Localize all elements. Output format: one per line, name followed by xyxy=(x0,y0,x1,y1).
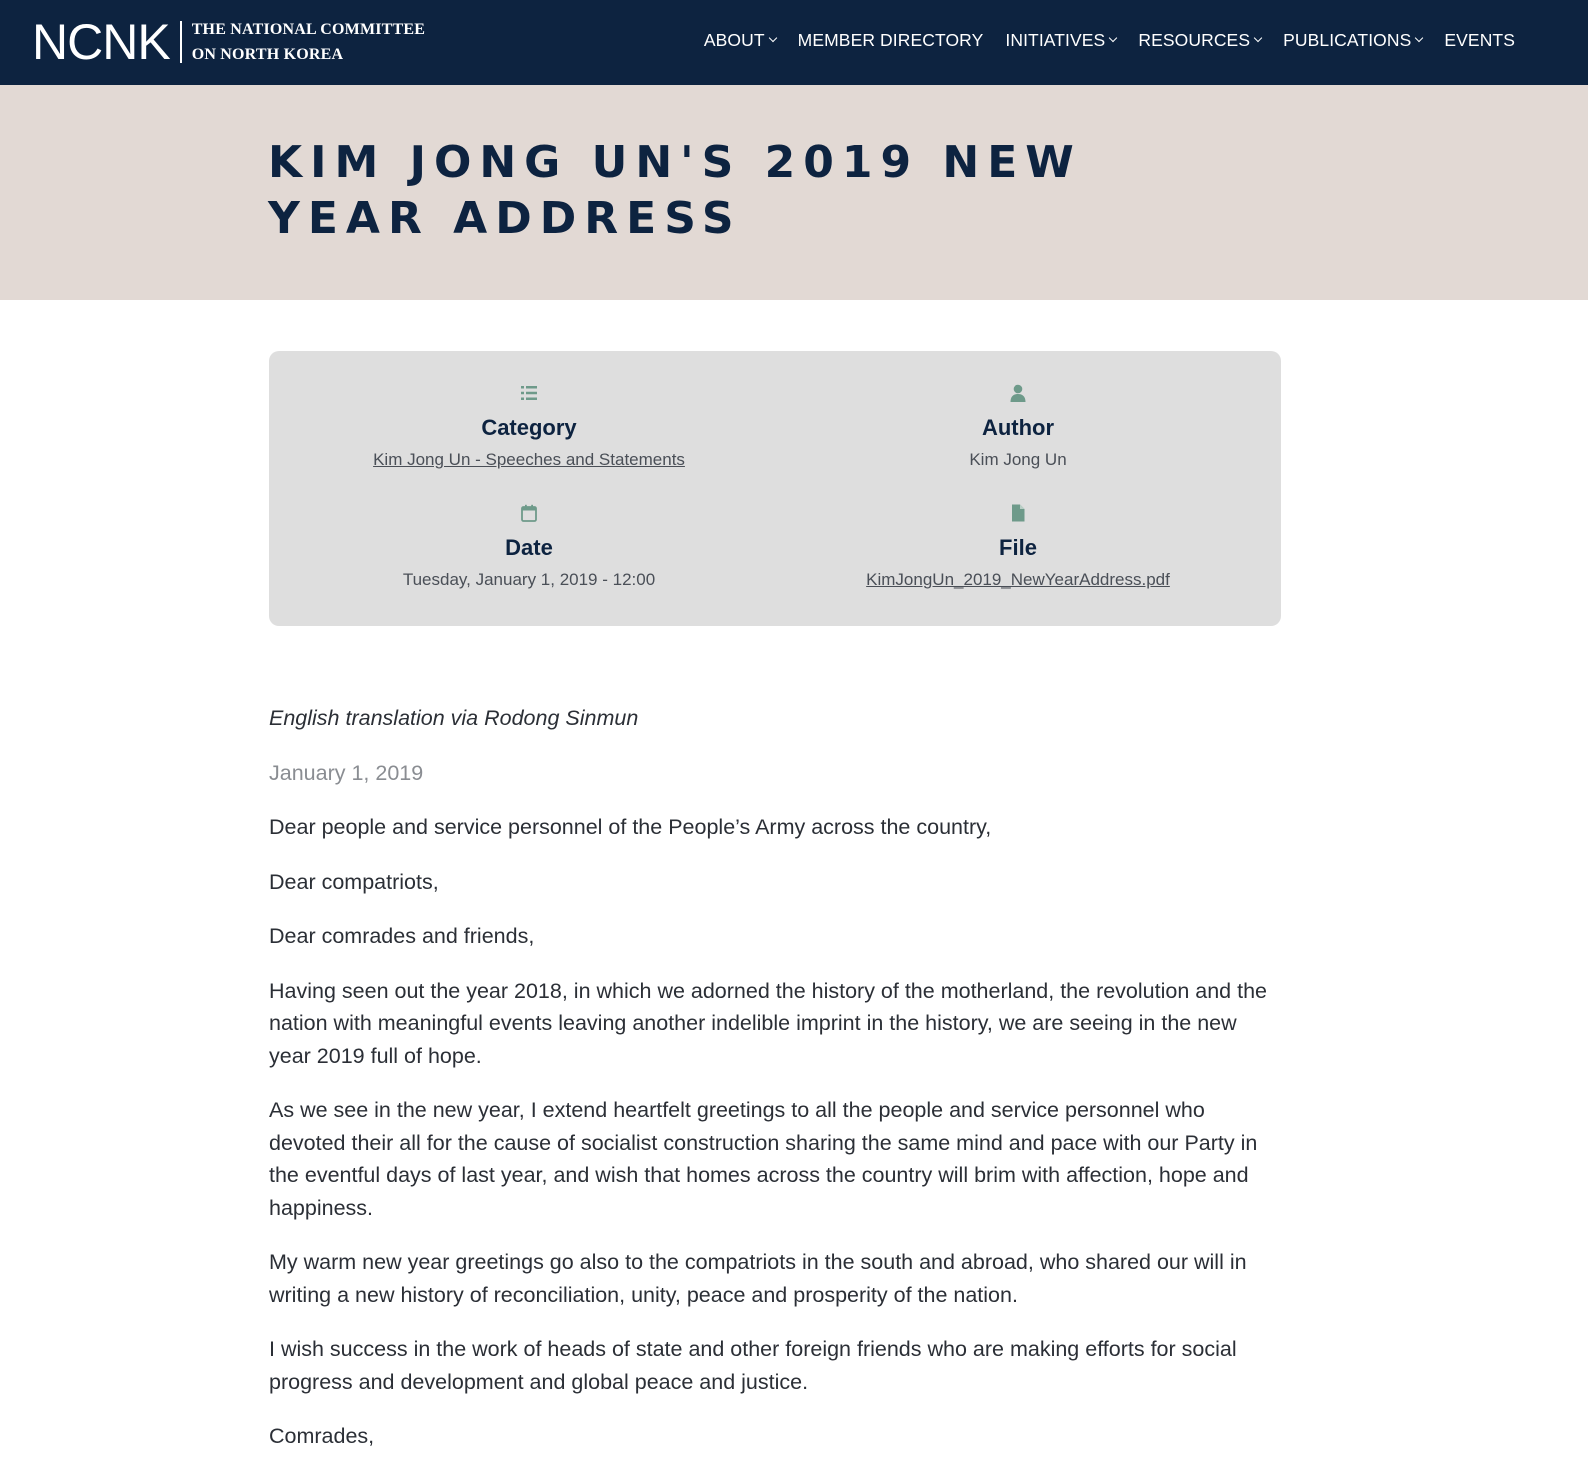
file-icon xyxy=(1008,503,1028,523)
article-paragraph: Having seen out the year 2018, in which we adorned the history of the motherland, the revolution and the nation with meaningful events leaving another indelible imprint in the history, we are seeing in the new year 2019 full of hope. xyxy=(269,978,1267,1068)
meta-date xyxy=(289,503,769,591)
nav-item-about[interactable] xyxy=(704,30,776,51)
logo-divider xyxy=(180,21,182,63)
page-hero xyxy=(0,85,1588,300)
meta-label-author: Author xyxy=(981,415,1055,440)
article-dateline: January 1, 2019 xyxy=(269,760,424,785)
document-meta-card xyxy=(269,351,1281,626)
nav-label: EVENTS xyxy=(1444,29,1515,50)
nav-label: RESOURCES xyxy=(1138,29,1251,50)
article-paragraph: Dear compatriots, xyxy=(269,869,439,894)
file-download-link[interactable]: KimJongUn_2019_NewYearAddress.pdf xyxy=(866,570,1170,589)
calendar-icon xyxy=(519,503,539,523)
meta-label-date: Date xyxy=(505,535,553,560)
list-icon xyxy=(519,383,539,403)
meta-file xyxy=(778,503,1258,591)
category-link[interactable]: Kim Jong Un - Speeches and Statements xyxy=(373,450,685,469)
logo-mark: NCNK xyxy=(32,14,170,70)
chevron-down-icon xyxy=(1254,34,1262,42)
article-paragraph: Dear people and service personnel of the People’s Army across the country, xyxy=(269,815,992,839)
meta-label-category: Category xyxy=(481,415,577,440)
nav-item-events[interactable] xyxy=(1444,30,1515,51)
meta-value-category xyxy=(289,449,769,471)
logo-line-1: THE NATIONAL COMMITTEE xyxy=(191,21,426,38)
article-paragraph: I wish success in the work of heads of state and other foreign friends who are making efforts for social progress and development and global peace and justice. xyxy=(269,1337,1237,1394)
site-logo[interactable] xyxy=(32,14,425,70)
nav-label: MEMBER DIRECTORY xyxy=(797,29,984,50)
meta-value-author: Kim Jong Un xyxy=(969,450,1067,469)
article-paragraph: Dear comrades and friends, xyxy=(269,924,535,948)
translation-source: English translation via Rodong Sinmun xyxy=(269,706,639,730)
chevron-down-icon xyxy=(1415,34,1423,42)
nav-label: ABOUT xyxy=(703,29,765,50)
article-paragraph: As we see in the new year, I extend heartfelt greetings to all the people and service personnel who devoted their all for the cause of socialist construction sharing the same mind and pace with our Party in the eventful days of last year, and wish that homes across the country will brim with affection, hope and happiness. xyxy=(269,1098,1258,1220)
site-header xyxy=(0,0,1588,85)
meta-label-file: File xyxy=(999,535,1037,560)
nav-item-publications[interactable] xyxy=(1283,30,1422,51)
nav-item-member-directory[interactable] xyxy=(798,30,984,51)
logo-text xyxy=(192,17,425,67)
person-icon xyxy=(1008,383,1028,403)
meta-category xyxy=(289,383,769,471)
article-body xyxy=(269,702,1284,1475)
chevron-down-icon xyxy=(1109,34,1117,42)
logo-line-2: ON NORTH KOREA xyxy=(191,46,344,63)
main-nav xyxy=(682,0,1515,80)
nav-item-initiatives[interactable] xyxy=(1005,30,1116,51)
article-paragraph: My warm new year greetings go also to the compatriots in the south and abroad, who shared our will in writing a new history of reconciliation, unity, peace and prosperity of the nation. xyxy=(269,1250,1247,1307)
meta-value-date: Tuesday, January 1, 2019 - 12:00 xyxy=(402,570,656,589)
page-title: KIM JONG UN'S 2019 NEW YEAR ADDRESS xyxy=(268,137,1082,244)
meta-author xyxy=(778,383,1258,471)
meta-value-file xyxy=(778,569,1258,591)
nav-label: INITIATIVES xyxy=(1005,29,1106,50)
chevron-down-icon xyxy=(768,34,776,42)
article-paragraph: Comrades, xyxy=(269,1424,375,1448)
nav-label: PUBLICATIONS xyxy=(1283,29,1412,50)
nav-item-resources[interactable] xyxy=(1138,30,1261,51)
